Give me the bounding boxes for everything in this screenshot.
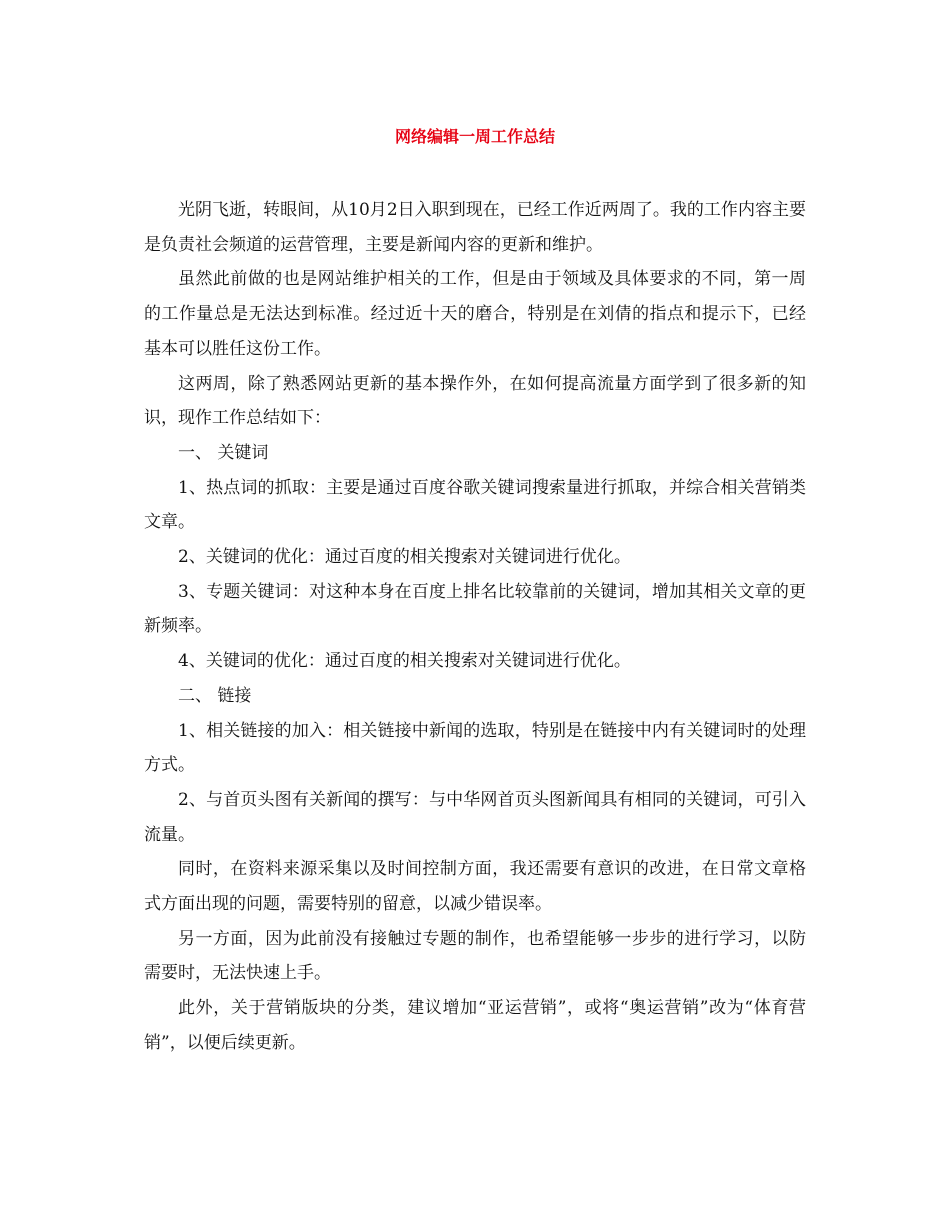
list-item: 1、相关链接的加入：相关链接中新闻的选取，特别是在链接中内有关键词时的处理方式。 (144, 720, 806, 776)
list-item: 2、与首页头图有关新闻的撰写：与中华网首页头图新闻具有相同的关键词，可引入流量。 (144, 789, 806, 845)
paragraph: 另一方面，因为此前没有接触过专题的制作，也希望能够一步步的进行学习，以防需要时，无法快速上手。 (144, 928, 806, 984)
paragraph: 光阴飞逝，转眼间，从10月2日入职到现在，已经工作近两周了。我的工作内容主要是负责社会频道的运营管理，主要是新闻内容的更新和维护。 (144, 200, 806, 255)
list-item: 1、热点词的抓取：主要是通过百度谷歌关键词搜索量进行抓取，并综合相关营销类文章。 (144, 477, 806, 533)
list-item: 3、专题关键词：对这种本身在百度上排名比较靠前的关键词，增加其相关文章的更新频率。 (144, 581, 806, 637)
document-body (144, 193, 806, 1061)
paragraph: 同时，在资料来源采集以及时间控制方面，我还需要有意识的改进，在日常文章格式方面出现的问题，需要特别的留意，以减少错误率。 (144, 859, 806, 915)
paragraph: 虽然此前做的也是网站维护相关的工作，但是由于领域及具体要求的不同，第一周的工作量总是无法达到标准。经过近十天的磨合，特别是在刘倩的指点和提示下，已经基本可以胜任这份工作。 (144, 269, 806, 359)
list-item: 4、关键词的优化：通过百度的相关搜索对关键词进行优化。 (178, 651, 631, 672)
paragraph: 这两周，除了熟悉网站更新的基本操作外，在如何提高流量方面学到了很多新的知识，现作工作总结如下： (144, 373, 806, 429)
paragraph: 此外，关于营销版块的分类，建议增加“亚运营销”，或将“奥运营销”改为“体育营销”，以便后续更新。 (144, 998, 806, 1053)
list-item: 2、关键词的优化：通过百度的相关搜索对关键词进行优化。 (178, 547, 631, 568)
section-heading-links: 二、 链接 (178, 685, 252, 706)
document-title: 网络编辑一周工作总结 (394, 127, 555, 146)
section-heading-keywords: 一、 关键词 (178, 442, 269, 463)
